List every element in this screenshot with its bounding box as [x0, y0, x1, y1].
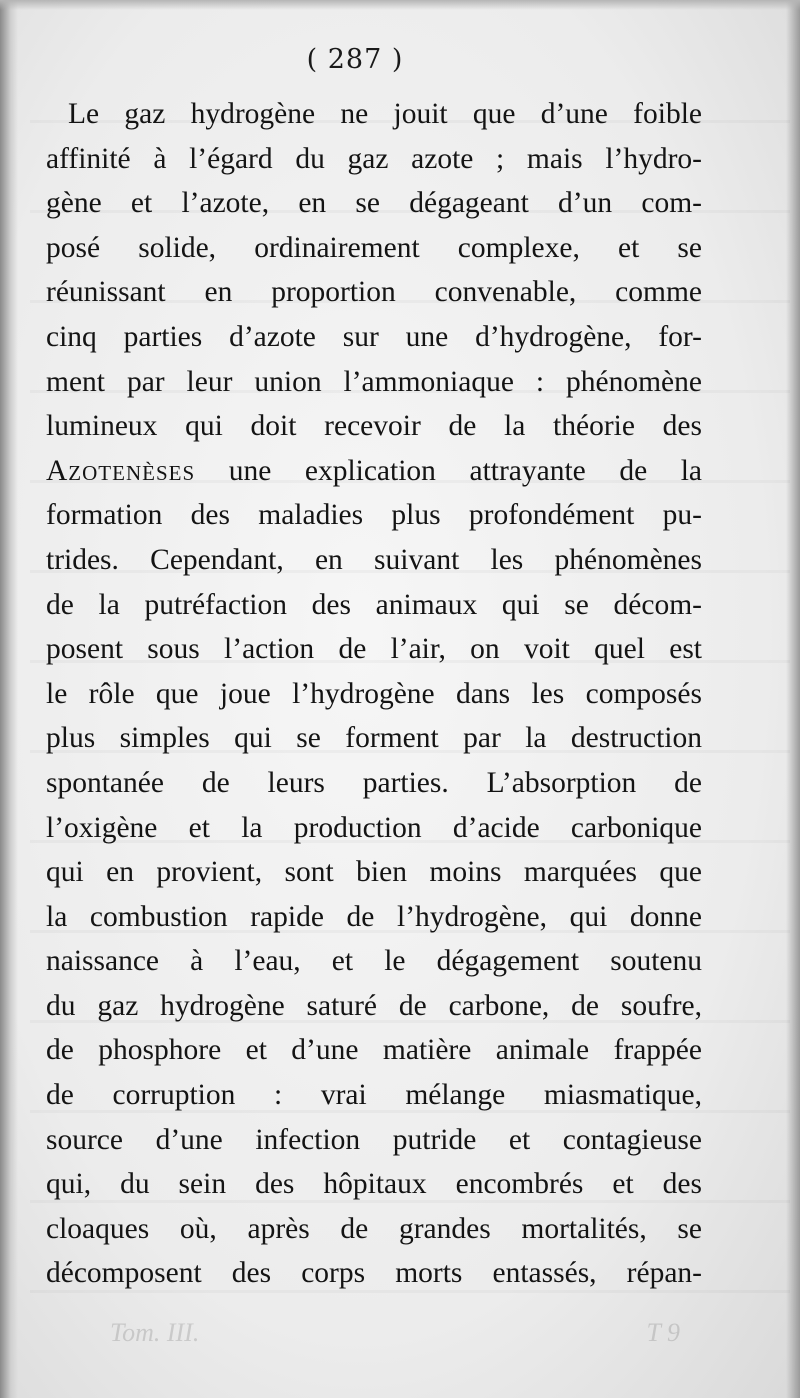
footer-volume: Tom. III. [110, 1318, 200, 1347]
text-line: l’oxigène et la production d’acide carbonique [46, 811, 702, 844]
text-line: Le gaz hydrogène ne jouit que d’une foible [68, 98, 702, 130]
page-left-edge [0, 0, 18, 1398]
text-line: la combustion rapide de l’hydrogène, qui donne [46, 900, 702, 933]
text-line: posé solide, ordinairement complexe, et se [46, 231, 702, 264]
text-line: source d’une infection putride et contagieuse [46, 1123, 702, 1156]
text-line: ment par leur union l’ammoniaque : phénomène [46, 365, 702, 398]
body-text [46, 92, 702, 1296]
text-line: cloaques où, après de grandes mortalités, se [46, 1212, 702, 1245]
text-line: qui en provient, sont bien moins marquées que [46, 856, 702, 889]
text-line: gène et l’azote, en se dégageant d’un com- [46, 187, 702, 220]
footer-signature [110, 1318, 710, 1358]
text-line: plus simples qui se forment par la destruction [46, 722, 702, 755]
text-line: de corruption : vrai mélange miasmatique, [46, 1079, 702, 1112]
page-top-edge [0, 0, 800, 10]
text-line: posent sous l’action de l’air, on voit quel est [46, 633, 702, 666]
small-caps-term: Azotenèses [46, 454, 196, 487]
text-line: trides. Cependant, en suivant les phénomènes [46, 543, 702, 576]
text-line: de la putréfaction des animaux qui se décom- [46, 588, 702, 621]
text-line: le rôle que joue l’hydrogène dans les composés [46, 677, 702, 710]
text-line: réunissant en proportion convenable, comme [46, 276, 702, 309]
text-line: de phosphore et d’une matière animale frappée [46, 1034, 702, 1067]
text-line [46, 449, 702, 494]
page-number: ( 287 ) [306, 44, 404, 75]
text-line: du gaz hydrogène saturé de carbone, de soufre, [46, 989, 702, 1022]
text-line: lumineux qui doit recevoir de la théorie des [46, 410, 702, 443]
text-line: décomposent des corps morts entassés, répan- [46, 1257, 702, 1290]
text-line: qui, du sein des hôpitaux encombrés et des [46, 1168, 702, 1201]
text-line: affinité à l’égard du gaz azote ; mais l’hydro- [46, 142, 702, 175]
text-line: cinq parties d’azote sur une d’hydrogène, for- [46, 320, 702, 353]
page-right-edge [786, 0, 800, 1398]
text-line: spontanée de leurs parties. L’absorption de [46, 766, 702, 799]
text-line: formation des maladies plus profondément pu- [46, 499, 702, 532]
text-line-remainder: une explication attrayante de la [228, 454, 703, 487]
footer-signature-mark: T 9 [646, 1318, 680, 1347]
text-line: naissance à l’eau, et le dégagement soutenu [46, 945, 702, 978]
